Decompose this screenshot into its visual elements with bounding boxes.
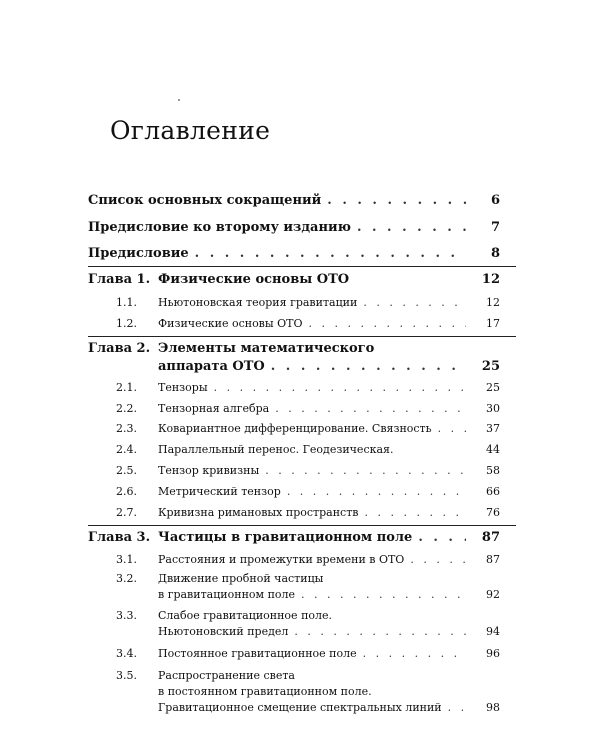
entry-label: Предисловие bbox=[88, 246, 189, 261]
dot-leader bbox=[275, 402, 466, 415]
section-page: 44 bbox=[486, 443, 500, 456]
section-title: Параллельный перенос. Геодезическая. bbox=[158, 443, 394, 456]
toc-section-2-1[interactable] bbox=[116, 381, 500, 394]
section-title: Расстояния и промежутки времени в ОТО bbox=[158, 553, 405, 566]
toc-section-2-2[interactable] bbox=[116, 402, 500, 415]
toc-entry-preface-second-edition[interactable] bbox=[88, 220, 500, 235]
dot-leader bbox=[363, 647, 466, 660]
section-number: 3.2. bbox=[116, 572, 137, 585]
divider bbox=[88, 336, 516, 337]
dot-leader bbox=[309, 317, 466, 330]
toc-chapter-2-cont[interactable] bbox=[158, 359, 500, 374]
section-title-line2: в постоянном гравитационном поле. bbox=[158, 685, 372, 698]
dot-leader bbox=[410, 553, 466, 566]
section-title-line1: Слабое гравитационное поле. bbox=[158, 609, 333, 622]
section-page: 58 bbox=[486, 464, 500, 477]
chapter-title-line2: аппарата ОТО bbox=[158, 359, 265, 374]
section-title-line2: в гравитационном поле bbox=[158, 588, 296, 601]
toc-section-2-7[interactable] bbox=[116, 506, 500, 519]
section-number: 3.5. bbox=[116, 669, 137, 682]
section-page: 87 bbox=[486, 553, 500, 566]
section-title: Тензор кривизны bbox=[158, 464, 260, 477]
toc-section-3-3-cont[interactable] bbox=[158, 625, 500, 638]
section-title-line1: Распространение света bbox=[158, 669, 295, 682]
section-page: 96 bbox=[486, 647, 500, 660]
dot-leader bbox=[195, 246, 466, 261]
chapter-page: 25 bbox=[481, 359, 500, 374]
toc-section-3-1[interactable] bbox=[116, 553, 500, 566]
toc-section-3-5[interactable] bbox=[116, 669, 500, 682]
dot-leader bbox=[438, 422, 466, 435]
section-page: 12 bbox=[486, 296, 500, 309]
section-number: 2.4. bbox=[116, 443, 137, 456]
section-page: 66 bbox=[486, 485, 500, 498]
scan-speck bbox=[178, 99, 180, 101]
section-title: Кривизна римановых пространств bbox=[158, 506, 359, 519]
toc-section-2-4[interactable] bbox=[116, 443, 500, 456]
page-title: Оглавление bbox=[110, 116, 271, 145]
section-title: Метрический тензор bbox=[158, 485, 281, 498]
entry-label: Предисловие ко второму изданию bbox=[88, 220, 351, 235]
toc-entry-abbreviations[interactable] bbox=[88, 193, 500, 208]
entry-label: Список основных сокращений bbox=[88, 193, 322, 208]
section-title: Ньютоновская теория гравитации bbox=[158, 296, 358, 309]
dot-leader bbox=[327, 193, 466, 208]
section-title: Ковариантное дифференцирование. Связность bbox=[158, 422, 432, 435]
toc-section-3-2-cont[interactable] bbox=[158, 588, 500, 601]
section-number: 2.3. bbox=[116, 422, 137, 435]
section-page: 17 bbox=[486, 317, 500, 330]
chapter-title-line1: Элементы математического bbox=[158, 341, 375, 356]
section-title: Тензорная алгебра bbox=[158, 402, 270, 415]
dot-leader bbox=[294, 625, 466, 638]
section-title-line2: Ньютоновский предел bbox=[158, 625, 289, 638]
toc-chapter-2[interactable] bbox=[88, 341, 500, 356]
toc-chapter-3[interactable] bbox=[88, 530, 500, 545]
dot-leader bbox=[287, 485, 466, 498]
section-number: 2.7. bbox=[116, 506, 137, 519]
toc-chapter-1[interactable] bbox=[88, 272, 500, 287]
entry-page: 6 bbox=[490, 193, 500, 208]
section-page: 25 bbox=[486, 381, 500, 394]
section-number: 2.2. bbox=[116, 402, 137, 415]
section-number: 2.5. bbox=[116, 464, 137, 477]
dot-leader bbox=[301, 588, 466, 601]
toc-section-2-3[interactable] bbox=[116, 422, 500, 435]
chapter-number: Глава 2. bbox=[88, 341, 151, 356]
chapter-page: 87 bbox=[481, 530, 500, 545]
section-title-line1: Движение пробной частицы bbox=[158, 572, 324, 585]
section-number: 3.1. bbox=[116, 553, 137, 566]
toc-section-1-1[interactable] bbox=[116, 296, 500, 309]
toc-section-2-5[interactable] bbox=[116, 464, 500, 477]
chapter-page: 12 bbox=[481, 272, 500, 287]
section-page: 94 bbox=[486, 625, 500, 638]
section-number: 2.1. bbox=[116, 381, 137, 394]
divider bbox=[88, 266, 516, 267]
toc-section-1-2[interactable] bbox=[116, 317, 500, 330]
section-number: 1.2. bbox=[116, 317, 137, 330]
dot-leader bbox=[418, 530, 466, 545]
section-page: 92 bbox=[486, 588, 500, 601]
toc-section-3-4[interactable] bbox=[116, 647, 500, 660]
chapter-number: Глава 3. bbox=[88, 530, 151, 545]
dot-leader bbox=[265, 464, 466, 477]
section-page: 98 bbox=[486, 701, 500, 714]
toc-section-3-3[interactable] bbox=[116, 609, 500, 622]
dot-leader bbox=[271, 359, 466, 374]
divider bbox=[88, 525, 516, 526]
section-number: 3.3. bbox=[116, 609, 137, 622]
dot-leader bbox=[363, 296, 466, 309]
section-title-line3: Гравитационное смещение спектральных линий bbox=[158, 701, 442, 714]
dot-leader bbox=[214, 381, 466, 394]
dot-leader bbox=[365, 506, 467, 519]
section-page: 30 bbox=[486, 402, 500, 415]
entry-page: 8 bbox=[490, 246, 500, 261]
entry-page: 7 bbox=[490, 220, 500, 235]
chapter-number: Глава 1. bbox=[88, 272, 151, 287]
section-number: 2.6. bbox=[116, 485, 137, 498]
chapter-title: Частицы в гравитационном поле bbox=[158, 530, 413, 545]
section-title: Тензоры bbox=[158, 381, 208, 394]
dot-leader bbox=[357, 220, 466, 235]
section-title: Постоянное гравитационное поле bbox=[158, 647, 357, 660]
toc-section-3-5-cont[interactable] bbox=[158, 701, 500, 714]
section-number: 3.4. bbox=[116, 647, 137, 660]
section-title: Физические основы ОТО bbox=[158, 317, 303, 330]
section-page: 37 bbox=[486, 422, 500, 435]
chapter-title: Физические основы ОТО bbox=[158, 272, 350, 287]
toc-section-3-2[interactable] bbox=[116, 572, 500, 585]
section-page: 76 bbox=[486, 506, 500, 519]
toc-entry-preface[interactable] bbox=[88, 246, 500, 261]
section-number: 1.1. bbox=[116, 296, 137, 309]
dot-leader bbox=[448, 701, 466, 714]
toc-section-2-6[interactable] bbox=[116, 485, 500, 498]
